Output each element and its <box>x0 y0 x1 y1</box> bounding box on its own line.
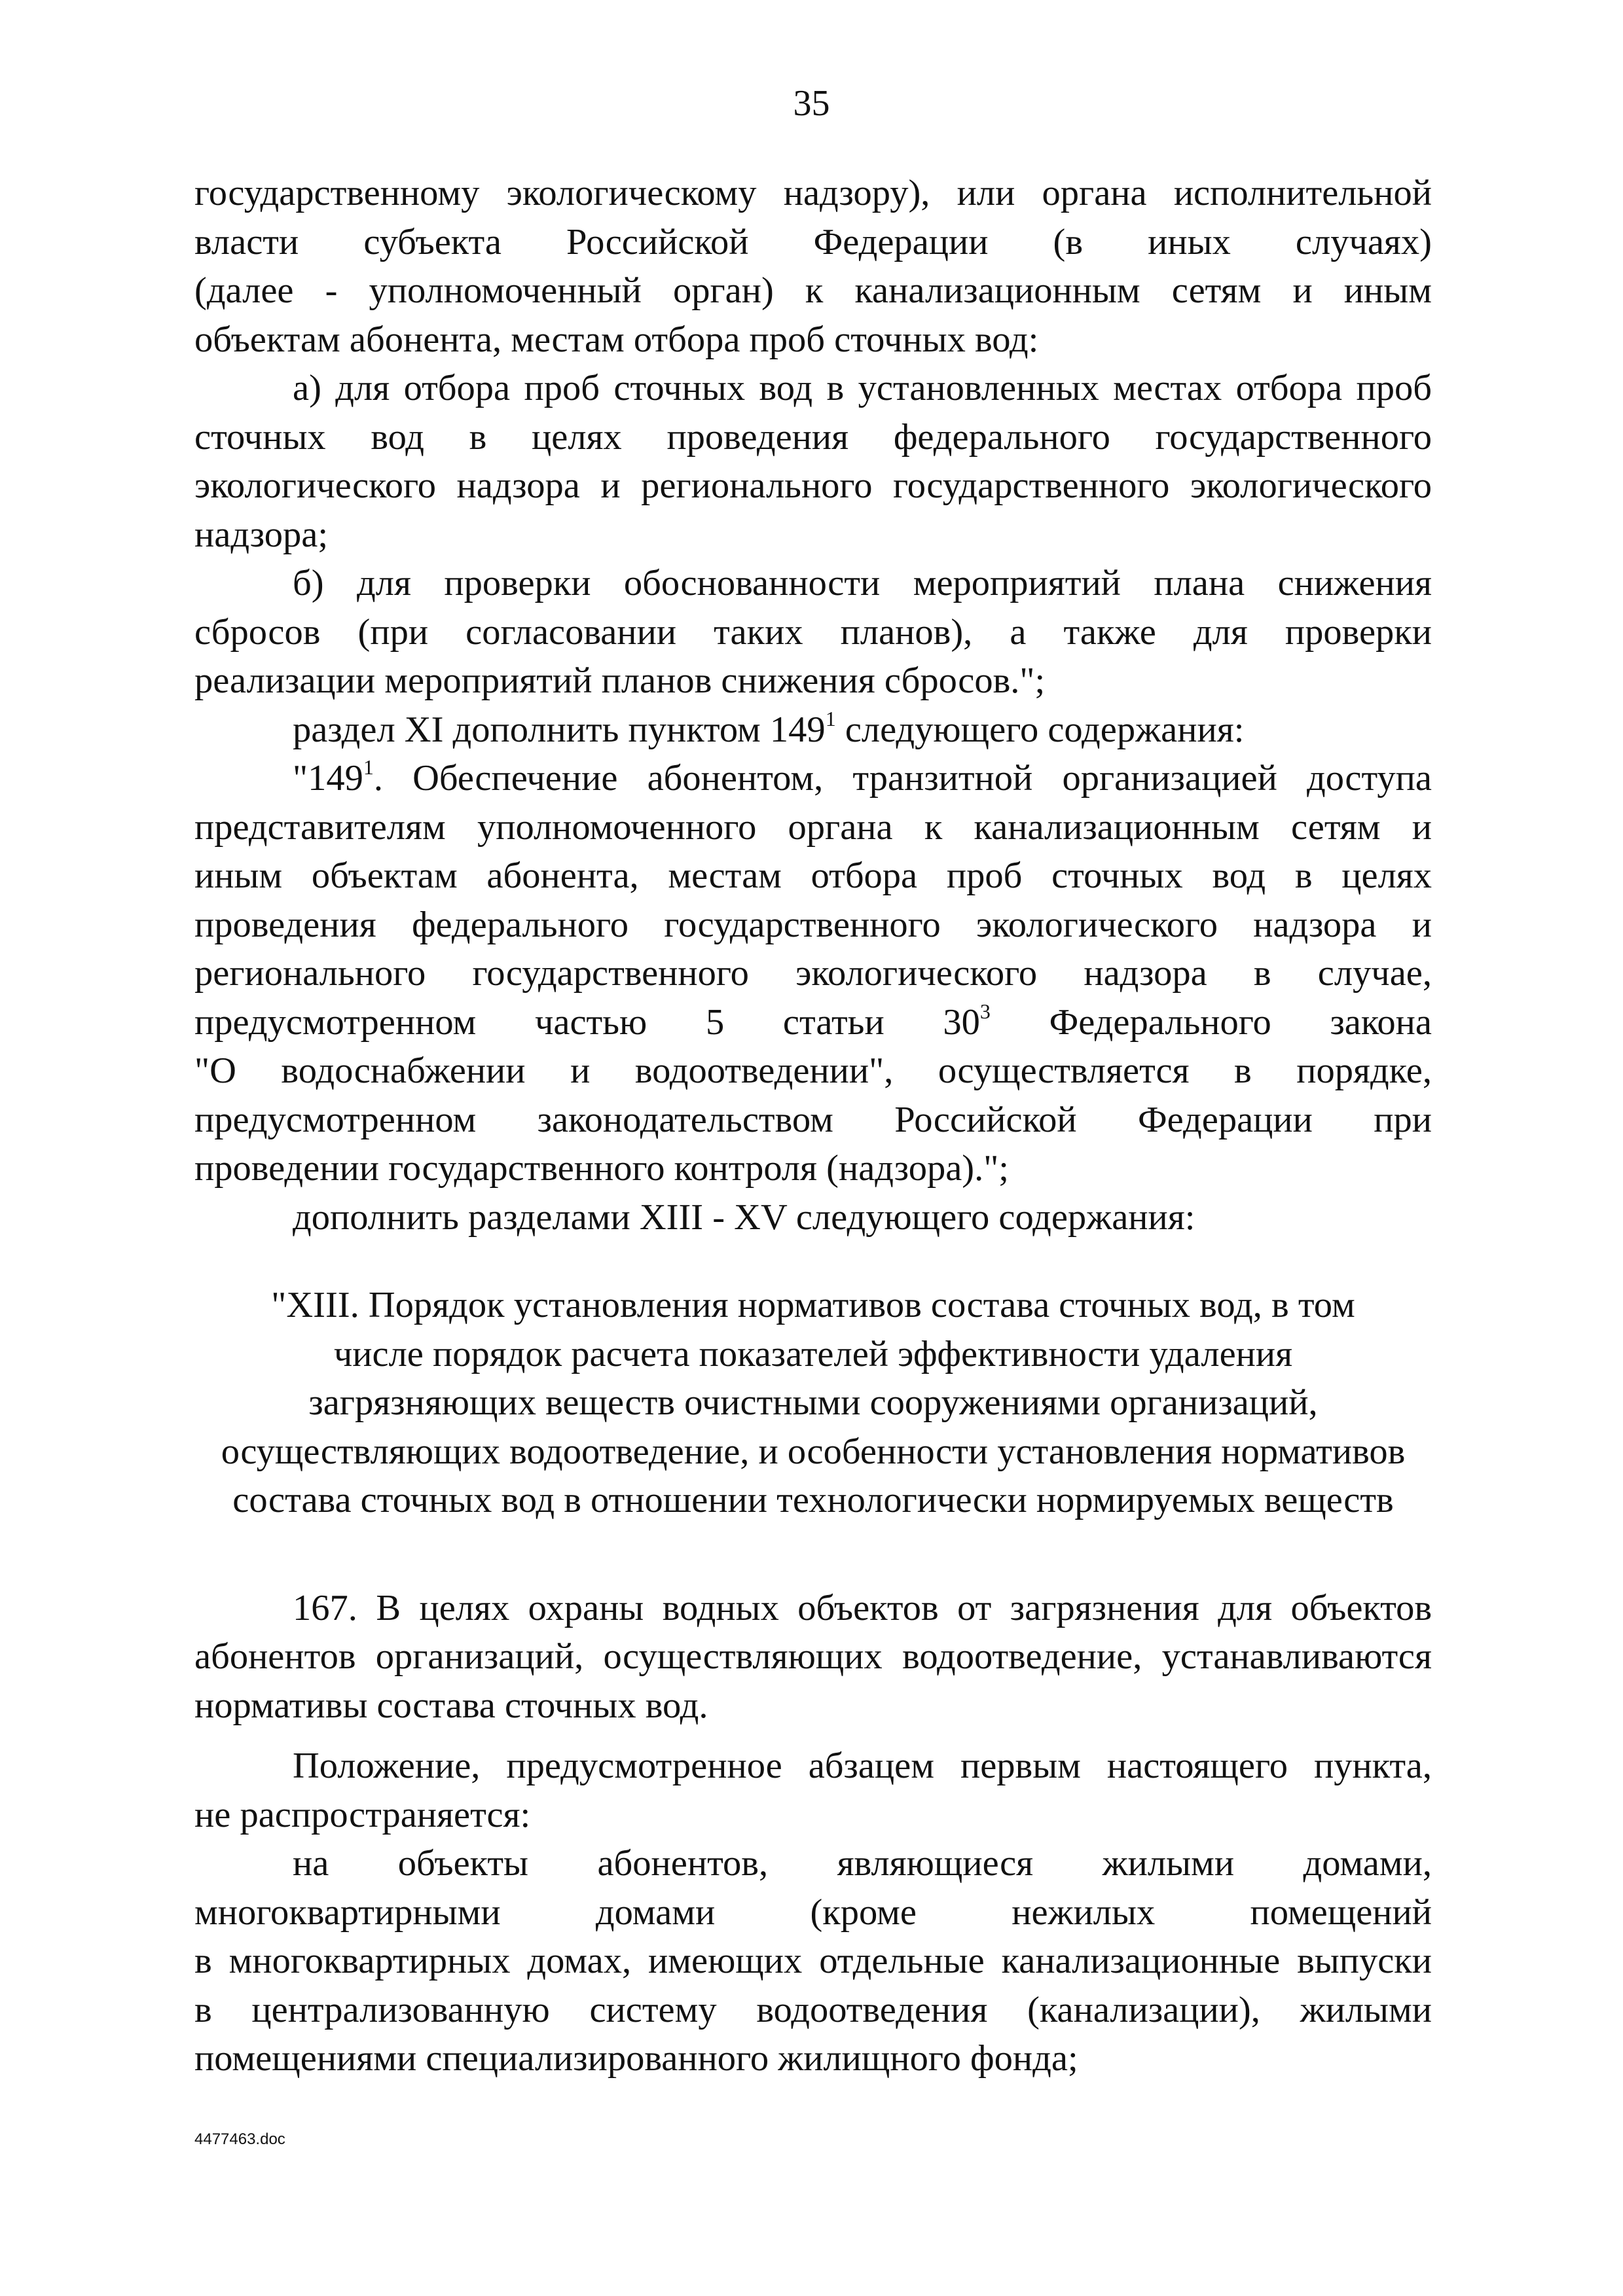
text-line: сточных вод в целях проведения федерального государственного <box>194 416 1432 457</box>
text-fragment: Федерального закона <box>990 1001 1432 1043</box>
text-line: надзора; <box>194 514 329 555</box>
text-line: помещениями специализированного жилищного фонда; <box>194 2038 1078 2079</box>
text-line: государственному экологическому надзору), или органа исполнительной <box>194 173 1432 213</box>
text-line: дополнить разделами XIII - XV следующего содержания: <box>293 1196 1195 1238</box>
text-line <box>194 998 1432 1047</box>
text-line: а) для отбора проб сточных вод в установленных местах отбора проб <box>293 368 1432 408</box>
page-number: 35 <box>793 83 830 124</box>
text-line: в многоквартирных домах, имеющих отдельные канализационные выпуски <box>194 1941 1432 1981</box>
text-fragment: предусмотренном частью 5 статьи 30 <box>194 1001 980 1043</box>
text-line: объектам абонента, местам отбора проб сточных вод: <box>194 319 1039 360</box>
text-line: регионального государственного экологического надзора в случае, <box>194 953 1432 994</box>
text-line: экологического надзора и регионального государственного экологического <box>194 465 1432 506</box>
text-line: (далее - уполномоченный орган) к канализационным сетям и иным <box>194 270 1432 311</box>
heading-line: числе порядок расчета показателей эффективности удаления <box>333 1333 1293 1374</box>
text-fragment: . Обеспечение абонентом, транзитной организацией доступа <box>373 758 1432 798</box>
text-line <box>194 706 1432 755</box>
heading-line: состава сточных вод в отношении технологически нормируемых веществ <box>232 1480 1394 1520</box>
text-line: Положение, предусмотренное абзацем первым настоящего пункта, <box>293 1746 1432 1786</box>
text-line: на объекты абонентов, являющиеся жилыми домами, <box>293 1843 1432 1884</box>
text-line: представителям уполномоченного органа к канализационным сетям и <box>194 806 1432 848</box>
text-line: реализации мероприятий планов снижения сбросов."; <box>194 660 1046 701</box>
heading-line: "XIII. Порядок установления нормативов состава сточных вод, в том <box>271 1285 1355 1325</box>
text-line: предусмотренном законодательством Российской Федерации при <box>194 1099 1432 1140</box>
heading-line: загрязняющих веществ очистными сооружениями организаций, <box>308 1382 1318 1423</box>
text-line: многоквартирными домами (кроме нежилых помещений <box>194 1892 1432 1933</box>
text-line: нормативы состава сточных вод. <box>194 1685 708 1726</box>
text-line: сбросов (при согласовании таких планов), а также для проверки <box>194 611 1432 653</box>
superscript: 1 <box>825 706 836 730</box>
text-line: б) для проверки обоснованности мероприятий плана снижения <box>293 563 1432 603</box>
superscript: 3 <box>979 999 991 1023</box>
text-line: проведения федерального государственного экологического надзора и <box>194 904 1432 945</box>
text-line: власти субъекта Российской Федерации (в иных случаях) <box>194 221 1432 262</box>
text-line: "О водоснабжении и водоотведении", осуществляется в порядке, <box>194 1050 1432 1091</box>
text-line: проведении государственного контроля (надзора)."; <box>194 1148 1009 1189</box>
heading-line: осуществляющих водоотведение, и особенности установления нормативов <box>221 1431 1406 1472</box>
text-line: в централизованную систему водоотведения (канализации), жилыми <box>194 1989 1432 2030</box>
text-line <box>194 754 1432 803</box>
text-line: иным объектам абонента, местам отбора проб сточных вод в целях <box>194 855 1432 896</box>
text-line: 167. В целях охраны водных объектов от загрязнения для объектов <box>293 1587 1432 1628</box>
text-fragment: раздел XI дополнить пунктом 149 <box>293 709 826 750</box>
superscript: 1 <box>363 755 374 779</box>
section-heading <box>194 1281 1432 1525</box>
text-fragment: следующего содержания: <box>835 709 1245 750</box>
text-line: абонентов организаций, осуществляющих водоотведение, устанавливаются <box>194 1636 1432 1677</box>
text-fragment: "149 <box>293 758 363 798</box>
document-body <box>194 169 1432 2083</box>
text-line: не распространяется: <box>194 1794 531 1835</box>
footer-filename: 4477463.doc <box>194 2130 285 2148</box>
